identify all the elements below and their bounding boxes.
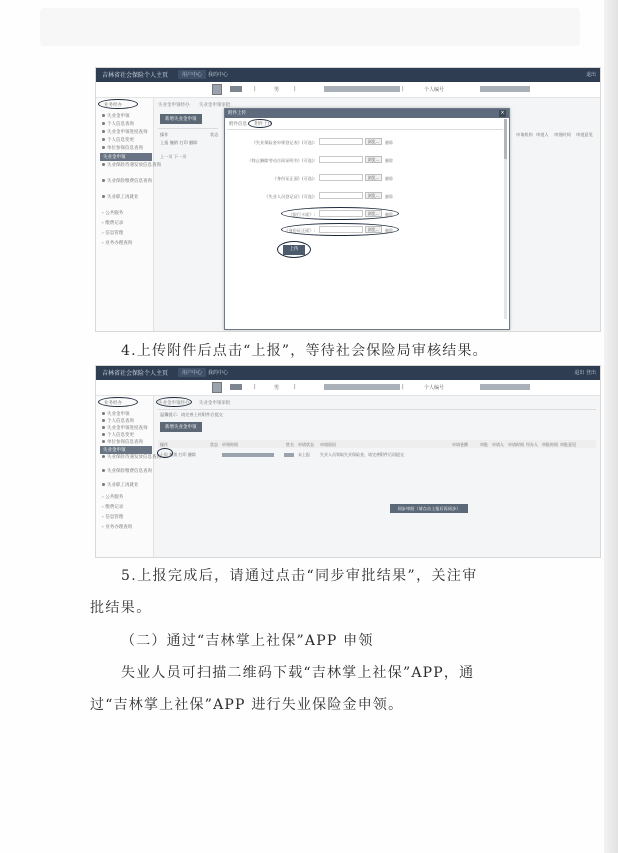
sidebar-group[interactable]: › 信息管理 bbox=[102, 231, 124, 236]
col-header: 状态 bbox=[210, 442, 218, 447]
col-header: 申请金额 bbox=[452, 442, 468, 447]
col-header-org: 申请机构 bbox=[516, 132, 533, 137]
sidebar-item-label: 失业金申领 bbox=[107, 412, 130, 417]
delete-link[interactable]: 删除 bbox=[385, 194, 393, 199]
info-pipe: | bbox=[294, 86, 296, 92]
highlight-ellipse bbox=[281, 223, 399, 236]
sidebar-item[interactable] bbox=[102, 129, 148, 135]
sidebar-item[interactable] bbox=[102, 432, 134, 438]
tab-approve[interactable]: 失业金申领审批 bbox=[198, 103, 231, 108]
bullet-icon bbox=[102, 455, 105, 458]
redacted-name bbox=[230, 384, 242, 390]
highlight-ellipse bbox=[157, 448, 173, 458]
pagination[interactable]: 上一页 下一页 bbox=[160, 154, 187, 159]
sidebar-group[interactable]: › 公共服务 bbox=[102, 211, 124, 216]
caption-step4: 4.上传附件后点击“上报”，等待社会保险局审核结果。 bbox=[121, 343, 488, 359]
para-step5-line2: 批结果。 bbox=[90, 600, 152, 616]
row-actions[interactable]: 上报 撤销 打印 删除 bbox=[160, 140, 198, 145]
delete-link[interactable]: 删除 bbox=[385, 140, 393, 145]
para-app-line2: 过“吉林掌上社保”APP 进行失业保险金申领。 bbox=[90, 697, 404, 713]
sidebar-item[interactable] bbox=[102, 137, 134, 143]
sidebar-item-business[interactable]: 业务经办 bbox=[104, 401, 122, 406]
row-status: 未上报 bbox=[298, 452, 310, 457]
logout-link[interactable]: 退出 bbox=[585, 72, 596, 78]
sidebar-item-label: 信息管理 bbox=[105, 231, 124, 236]
browse-button[interactable]: 浏览... bbox=[365, 192, 382, 199]
col-header: 审批 bbox=[480, 442, 488, 447]
tab-apply[interactable]: 失业金申领经办 bbox=[158, 401, 190, 406]
sidebar-item[interactable] bbox=[102, 418, 134, 424]
field-label-application-form: 《失业保险金申领登记表》(可选): bbox=[251, 140, 315, 145]
highlight-ellipse bbox=[98, 397, 138, 407]
delete-link[interactable]: 删除 bbox=[385, 158, 393, 163]
highlight-ellipse bbox=[156, 397, 192, 407]
sidebar-group[interactable]: › 公共服务 bbox=[102, 495, 124, 500]
gender-value: 男 bbox=[274, 385, 280, 391]
sidebar-group[interactable]: › 业务办理查询 bbox=[102, 241, 133, 246]
gender-value: 男 bbox=[274, 87, 280, 93]
col-header-opinion: 审批意见 bbox=[576, 132, 593, 137]
sidebar bbox=[96, 396, 161, 557]
new-application-button[interactable]: 新增失业金申领 bbox=[160, 114, 202, 124]
bullet-icon bbox=[102, 195, 105, 198]
top-navbar bbox=[96, 68, 600, 82]
sidebar-item-label: 公共服务 bbox=[105, 211, 124, 216]
sidebar-item-label: 业务办理查询 bbox=[105, 241, 133, 246]
sidebar-item-label: 失业金申领进度查询 bbox=[107, 130, 148, 135]
col-header-status: 状态 bbox=[210, 132, 219, 137]
col-header: 申领时间 bbox=[222, 442, 238, 447]
row-reason: 失业人员领取失业保险金，请完善附件后再提交 bbox=[320, 452, 404, 457]
upload-button[interactable]: 上传 bbox=[283, 245, 305, 255]
bullet-icon bbox=[102, 433, 105, 436]
modal-header bbox=[225, 109, 509, 118]
bullet-icon bbox=[102, 114, 105, 117]
upload-modal bbox=[224, 108, 510, 330]
bullet-icon bbox=[102, 412, 105, 415]
bullet-icon bbox=[102, 440, 105, 443]
highlight-ellipse bbox=[98, 99, 138, 109]
redacted-name bbox=[230, 86, 242, 92]
bullet-icon bbox=[102, 483, 105, 486]
col-header: 审批时间 bbox=[542, 442, 558, 447]
bullet-icon bbox=[102, 426, 105, 429]
modal-title: 附件上传 bbox=[228, 111, 246, 116]
redacted-personal-no bbox=[480, 384, 530, 390]
new-application-button[interactable]: 新增失业金申领 bbox=[160, 422, 202, 432]
para-app-line1: 失业人员可扫描二维码下载“吉林掌上社保”APP，通 bbox=[121, 665, 475, 681]
sidebar bbox=[96, 98, 161, 331]
bullet-icon bbox=[102, 146, 105, 149]
highlight-ellipse bbox=[281, 207, 399, 220]
bullet-icon bbox=[102, 122, 105, 125]
sidebar-item-label: 个人信息变更 bbox=[107, 138, 134, 143]
bullet-icon bbox=[102, 469, 105, 472]
tab-my-center[interactable]: 我的中心 bbox=[208, 370, 229, 376]
section-heading-app: （二）通过“吉林掌上社保”APP 申领 bbox=[121, 633, 374, 649]
screenshot-upload-attachments bbox=[95, 67, 601, 332]
sidebar-item-active[interactable] bbox=[100, 153, 152, 161]
tab-user-center[interactable]: 用户中心 bbox=[178, 368, 206, 377]
bullet-icon bbox=[102, 163, 105, 166]
sidebar-item[interactable] bbox=[102, 113, 130, 119]
system-title: 吉林省社会保险个人主页 bbox=[102, 370, 169, 377]
user-info-bar bbox=[96, 82, 600, 98]
col-header: 审批意见 bbox=[560, 442, 576, 447]
redacted-id bbox=[324, 384, 400, 390]
row-actions[interactable]: 上报 撤销 打印 删除 bbox=[160, 452, 196, 457]
sidebar-item[interactable] bbox=[102, 194, 139, 200]
highlight-ellipse bbox=[248, 119, 272, 128]
sidebar-item-label: 失业保险待遇发放信息查询 bbox=[107, 455, 161, 460]
para-step5-line1: 5.上报完成后，请通过点击“同步审批结果”，关注审 bbox=[121, 568, 478, 584]
file-input[interactable] bbox=[319, 156, 363, 163]
sidebar-item[interactable] bbox=[102, 145, 143, 151]
sidebar-item[interactable] bbox=[102, 454, 161, 460]
sidebar-item[interactable] bbox=[102, 121, 134, 127]
sidebar-group[interactable]: › 信息管理 bbox=[102, 515, 124, 520]
delete-link[interactable]: 删除 bbox=[385, 228, 393, 233]
file-input[interactable] bbox=[319, 192, 363, 199]
main-content bbox=[154, 396, 600, 557]
sidebar-item[interactable] bbox=[102, 162, 161, 168]
browse-button[interactable]: 浏览... bbox=[365, 210, 382, 217]
col-header: 申请状态 bbox=[298, 442, 314, 447]
col-header-ops: 操作 bbox=[160, 132, 169, 137]
tab-attachment-info[interactable]: 附件信息 bbox=[229, 122, 247, 127]
info-pipe: | bbox=[254, 86, 256, 92]
divider bbox=[227, 129, 503, 130]
info-pipe: | bbox=[402, 384, 404, 390]
sidebar-item-label: 个人信息查询 bbox=[107, 419, 134, 424]
sidebar-item[interactable] bbox=[102, 425, 148, 431]
sidebar-item-label: 失业金申领 bbox=[103, 155, 126, 160]
redacted-name bbox=[284, 453, 294, 457]
sidebar-group[interactable]: › 缴费记录 bbox=[102, 505, 124, 510]
sidebar-group[interactable]: › 业务办理查询 bbox=[102, 525, 133, 530]
info-pipe: | bbox=[254, 384, 256, 390]
sidebar-item-label: 个人信息查询 bbox=[107, 122, 134, 127]
sidebar-item[interactable] bbox=[102, 468, 152, 474]
col-header-approver: 审批人 bbox=[536, 132, 549, 137]
sidebar-item-label: 业务办理查询 bbox=[105, 525, 133, 530]
divider bbox=[158, 128, 218, 129]
sidebar-item-active[interactable] bbox=[100, 446, 152, 454]
col-header: 申请原因 bbox=[320, 442, 336, 447]
delete-link[interactable]: 删除 bbox=[385, 176, 393, 181]
sidebar-item-label: 失业保险缴费信息查询 bbox=[107, 469, 152, 474]
info-pipe: | bbox=[402, 86, 404, 92]
field-label-bank-card: 《银行卡面》: bbox=[288, 212, 315, 217]
sidebar-item-business[interactable]: 业务经办 bbox=[104, 103, 122, 108]
tab-user-center[interactable]: 用户中心 bbox=[178, 70, 206, 79]
table-header bbox=[158, 440, 596, 448]
file-input[interactable] bbox=[319, 174, 363, 181]
sidebar-item[interactable] bbox=[102, 439, 143, 445]
sidebar-item-label: 失业保险待遇发放信息查询 bbox=[107, 163, 161, 168]
personal-no-label: 个人编号 bbox=[424, 87, 445, 93]
logout-link[interactable]: 退出 登出 bbox=[574, 370, 596, 376]
delete-link[interactable]: 删除 bbox=[385, 212, 393, 217]
avatar bbox=[212, 382, 222, 393]
sidebar-item-label: 缴费记录 bbox=[105, 505, 124, 510]
field-label-unemployed-cert: 《失业人员登记证》(可选): bbox=[264, 194, 315, 199]
browse-button[interactable]: 浏览... bbox=[365, 174, 382, 181]
field-label-termination-cert: 《终止解除劳动合同证明书》(可选): bbox=[247, 158, 315, 163]
sidebar-item-label: 失业金申领进度查询 bbox=[107, 426, 148, 431]
header-watermark bbox=[40, 8, 580, 46]
sidebar-item-label: 个人信息变更 bbox=[107, 433, 134, 438]
col-header: 姓名 bbox=[286, 442, 294, 447]
sidebar-group[interactable]: › 缴费记录 bbox=[102, 221, 124, 226]
sidebar-item[interactable] bbox=[102, 411, 130, 417]
sidebar-item[interactable] bbox=[102, 482, 139, 488]
highlight-ellipse bbox=[277, 241, 311, 258]
bullet-icon bbox=[102, 138, 105, 141]
user-info-bar bbox=[96, 380, 600, 396]
bullet-icon bbox=[102, 419, 105, 422]
tab-apply[interactable]: 失业金申领经办 bbox=[158, 103, 190, 108]
col-header: 经办人 bbox=[526, 442, 538, 447]
bullet-icon bbox=[102, 130, 105, 133]
browse-button[interactable]: 浏览... bbox=[365, 226, 382, 233]
hint-text: 温馨提示：请完善上传附件后提交 bbox=[160, 412, 223, 417]
file-input[interactable] bbox=[319, 138, 363, 145]
bullet-icon bbox=[102, 179, 105, 182]
info-pipe: | bbox=[294, 384, 296, 390]
browse-button[interactable]: 浏览... bbox=[365, 138, 382, 145]
personal-no-label: 个人编号 bbox=[424, 385, 445, 391]
close-icon[interactable]: × bbox=[500, 110, 505, 116]
sidebar-item-label: 公共服务 bbox=[105, 495, 124, 500]
redacted-personal-no bbox=[480, 86, 530, 92]
browse-button[interactable]: 浏览... bbox=[365, 156, 382, 163]
sidebar-item-label: 失业保险缴费信息查询 bbox=[107, 179, 152, 184]
sidebar-item-label: 失业金申领 bbox=[103, 448, 126, 453]
redacted-date bbox=[222, 453, 274, 457]
col-header: 操作 bbox=[160, 442, 168, 447]
tab-approve[interactable]: 失业金申领审批 bbox=[198, 401, 231, 406]
screenshot-report-status bbox=[95, 365, 601, 558]
system-title: 吉林省社会保险个人主页 bbox=[102, 72, 169, 79]
divider bbox=[158, 409, 596, 410]
avatar bbox=[212, 84, 222, 95]
col-header-approve-time: 审批时间 bbox=[554, 132, 571, 137]
field-label-id-front: 《身份证正面》(可选): bbox=[272, 176, 315, 181]
sidebar-item-label: 失业职工再就业 bbox=[107, 483, 139, 488]
sidebar-item-label: 单位参保信息查询 bbox=[107, 146, 143, 151]
col-header: 申请时间 bbox=[508, 442, 524, 447]
page-edge-shadow bbox=[604, 0, 618, 853]
sidebar-item-label: 失业职工再就业 bbox=[107, 195, 139, 200]
sidebar-item-label: 信息管理 bbox=[105, 515, 124, 520]
sidebar-item-label: 缴费记录 bbox=[105, 221, 124, 226]
modal-scrollbar[interactable] bbox=[504, 119, 507, 319]
sidebar-item-label: 失业金申领 bbox=[107, 114, 130, 119]
sync-approval-button[interactable]: 同步审批（请点击上报后再同步） bbox=[390, 504, 468, 513]
sidebar-item-label: 单位参保信息查询 bbox=[107, 440, 143, 445]
redacted-id bbox=[324, 86, 400, 92]
field-label-id-front-required: 《身份证正面》: bbox=[284, 228, 315, 233]
top-navbar bbox=[96, 366, 600, 380]
sidebar-item[interactable] bbox=[102, 178, 152, 184]
tab-my-center[interactable]: 我的中心 bbox=[208, 72, 229, 78]
col-header: 申请人 bbox=[492, 442, 504, 447]
tab-attachment-upload[interactable]: 附件上传 bbox=[254, 122, 273, 127]
